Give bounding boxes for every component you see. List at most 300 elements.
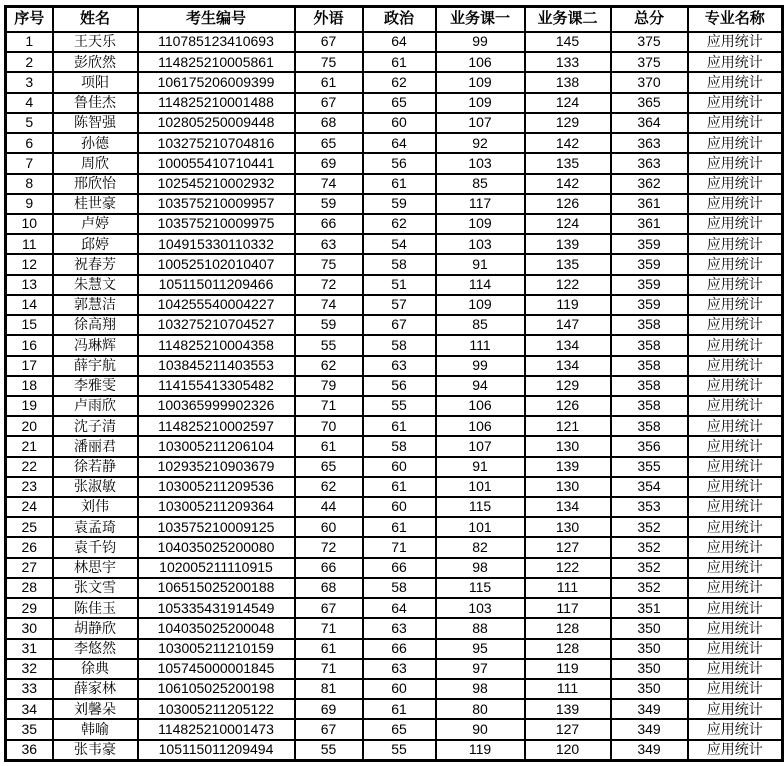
cell-major-name: 应用统计	[688, 376, 783, 396]
cell-total-score: 359	[611, 295, 688, 315]
cell-foreign-language: 65	[295, 457, 363, 477]
cell-name: 卢雨欣	[53, 396, 138, 416]
cell-index: 26	[6, 537, 53, 557]
cell-politics: 61	[363, 174, 436, 194]
cell-name: 潘丽君	[53, 436, 138, 456]
cell-candidate-id: 103275210704816	[138, 133, 295, 153]
scores-table	[4, 5, 784, 762]
cell-candidate-id: 105115011209494	[138, 740, 295, 761]
cell-name: 袁千钧	[53, 537, 138, 557]
cell-candidate-id: 102805250009448	[138, 113, 295, 133]
cell-total-score: 358	[611, 356, 688, 376]
table-row	[6, 436, 783, 456]
cell-name: 祝春芳	[53, 254, 138, 274]
cell-major-course-1: 103	[436, 153, 525, 173]
cell-major-course-2: 124	[525, 214, 611, 234]
cell-politics: 58	[363, 436, 436, 456]
column-header-foreign-language: 外语	[295, 7, 363, 33]
table-row	[6, 416, 783, 436]
cell-major-course-2: 134	[525, 497, 611, 517]
cell-politics: 63	[363, 356, 436, 376]
cell-major-course-2: 147	[525, 315, 611, 335]
cell-foreign-language: 60	[295, 517, 363, 537]
cell-major-name: 应用统计	[688, 537, 783, 557]
table-row	[6, 32, 783, 52]
cell-index: 20	[6, 416, 53, 436]
cell-candidate-id: 110785123410693	[138, 32, 295, 52]
cell-major-name: 应用统计	[688, 740, 783, 761]
cell-foreign-language: 66	[295, 214, 363, 234]
cell-candidate-id: 103275210704527	[138, 315, 295, 335]
cell-politics: 60	[363, 679, 436, 699]
cell-politics: 61	[363, 52, 436, 72]
cell-candidate-id: 103005211205122	[138, 699, 295, 719]
cell-foreign-language: 68	[295, 113, 363, 133]
cell-index: 35	[6, 719, 53, 739]
cell-politics: 65	[363, 93, 436, 113]
cell-major-name: 应用统计	[688, 315, 783, 335]
cell-major-course-2: 124	[525, 93, 611, 113]
cell-major-name: 应用统计	[688, 457, 783, 477]
cell-total-score: 350	[611, 659, 688, 679]
table-row	[6, 275, 783, 295]
cell-candidate-id: 114825210001488	[138, 93, 295, 113]
cell-major-course-2: 120	[525, 740, 611, 761]
cell-foreign-language: 71	[295, 396, 363, 416]
cell-name: 彭欣然	[53, 52, 138, 72]
cell-politics: 64	[363, 133, 436, 153]
cell-total-score: 361	[611, 194, 688, 214]
cell-foreign-language: 75	[295, 254, 363, 274]
table-row	[6, 133, 783, 153]
cell-major-course-1: 109	[436, 72, 525, 92]
cell-foreign-language: 81	[295, 679, 363, 699]
cell-major-course-1: 90	[436, 719, 525, 739]
cell-index: 18	[6, 376, 53, 396]
cell-major-course-2: 135	[525, 254, 611, 274]
cell-total-score: 352	[611, 578, 688, 598]
cell-candidate-id: 114825210002597	[138, 416, 295, 436]
table-row	[6, 93, 783, 113]
cell-name: 刘伟	[53, 497, 138, 517]
cell-name: 张文雪	[53, 578, 138, 598]
column-header-index: 序号	[6, 7, 53, 33]
table-header	[6, 7, 783, 33]
cell-candidate-id: 103575210009957	[138, 194, 295, 214]
cell-index: 21	[6, 436, 53, 456]
column-header-candidate-id: 考生编号	[138, 7, 295, 33]
cell-politics: 64	[363, 32, 436, 52]
cell-name: 孙德	[53, 133, 138, 153]
cell-total-score: 365	[611, 93, 688, 113]
table-body	[6, 32, 783, 761]
cell-major-course-1: 85	[436, 315, 525, 335]
cell-major-name: 应用统计	[688, 153, 783, 173]
table-row	[6, 315, 783, 335]
cell-major-course-2: 127	[525, 537, 611, 557]
cell-index: 15	[6, 315, 53, 335]
cell-foreign-language: 62	[295, 356, 363, 376]
cell-name: 徐若静	[53, 457, 138, 477]
cell-politics: 60	[363, 497, 436, 517]
cell-politics: 56	[363, 153, 436, 173]
table-row	[6, 457, 783, 477]
cell-index: 8	[6, 174, 53, 194]
column-header-name: 姓名	[53, 7, 138, 33]
cell-index: 30	[6, 618, 53, 638]
cell-politics: 57	[363, 295, 436, 315]
column-header-major-name: 专业名称	[688, 7, 783, 33]
cell-name: 项阳	[53, 72, 138, 92]
cell-major-course-2: 142	[525, 174, 611, 194]
cell-major-course-2: 130	[525, 517, 611, 537]
cell-index: 22	[6, 457, 53, 477]
cell-total-score: 359	[611, 254, 688, 274]
cell-major-name: 应用统计	[688, 416, 783, 436]
cell-foreign-language: 74	[295, 295, 363, 315]
cell-major-course-2: 121	[525, 416, 611, 436]
cell-index: 3	[6, 72, 53, 92]
cell-major-name: 应用统计	[688, 356, 783, 376]
cell-foreign-language: 59	[295, 315, 363, 335]
cell-index: 17	[6, 356, 53, 376]
cell-major-course-2: 142	[525, 133, 611, 153]
cell-politics: 61	[363, 699, 436, 719]
cell-total-score: 356	[611, 436, 688, 456]
cell-total-score: 349	[611, 719, 688, 739]
cell-major-course-2: 127	[525, 719, 611, 739]
table-row	[6, 153, 783, 173]
cell-politics: 61	[363, 416, 436, 436]
table-row	[6, 295, 783, 315]
cell-foreign-language: 72	[295, 537, 363, 557]
cell-major-course-2: 119	[525, 295, 611, 315]
cell-foreign-language: 67	[295, 719, 363, 739]
cell-name: 冯琳辉	[53, 335, 138, 355]
cell-major-course-1: 82	[436, 537, 525, 557]
cell-index: 34	[6, 699, 53, 719]
cell-major-course-1: 98	[436, 679, 525, 699]
cell-foreign-language: 62	[295, 477, 363, 497]
cell-major-course-2: 119	[525, 659, 611, 679]
cell-major-name: 应用统计	[688, 477, 783, 497]
cell-politics: 67	[363, 315, 436, 335]
cell-politics: 60	[363, 457, 436, 477]
cell-total-score: 353	[611, 497, 688, 517]
cell-politics: 66	[363, 639, 436, 659]
cell-total-score: 352	[611, 558, 688, 578]
cell-major-course-1: 109	[436, 214, 525, 234]
table-row	[6, 578, 783, 598]
cell-major-course-1: 88	[436, 618, 525, 638]
cell-major-course-2: 111	[525, 679, 611, 699]
cell-major-name: 应用统计	[688, 32, 783, 52]
cell-major-course-1: 97	[436, 659, 525, 679]
cell-total-score: 362	[611, 174, 688, 194]
cell-candidate-id: 103575210009975	[138, 214, 295, 234]
cell-total-score: 358	[611, 315, 688, 335]
cell-foreign-language: 70	[295, 416, 363, 436]
cell-politics: 64	[363, 598, 436, 618]
cell-major-course-1: 103	[436, 598, 525, 618]
cell-major-name: 应用统计	[688, 335, 783, 355]
cell-major-course-2: 126	[525, 194, 611, 214]
cell-index: 24	[6, 497, 53, 517]
cell-index: 4	[6, 93, 53, 113]
cell-candidate-id: 104035025200048	[138, 618, 295, 638]
cell-foreign-language: 63	[295, 234, 363, 254]
cell-foreign-language: 79	[295, 376, 363, 396]
table-row	[6, 234, 783, 254]
cell-name: 王天乐	[53, 32, 138, 52]
cell-major-name: 应用统计	[688, 436, 783, 456]
cell-index: 27	[6, 558, 53, 578]
cell-politics: 58	[363, 578, 436, 598]
cell-total-score: 349	[611, 740, 688, 761]
cell-major-course-1: 106	[436, 52, 525, 72]
cell-name: 桂世豪	[53, 194, 138, 214]
cell-total-score: 361	[611, 214, 688, 234]
cell-index: 33	[6, 679, 53, 699]
cell-foreign-language: 71	[295, 659, 363, 679]
cell-foreign-language: 55	[295, 335, 363, 355]
cell-total-score: 359	[611, 275, 688, 295]
cell-politics: 55	[363, 740, 436, 761]
cell-foreign-language: 61	[295, 72, 363, 92]
cell-major-course-1: 85	[436, 174, 525, 194]
cell-total-score: 352	[611, 517, 688, 537]
cell-major-course-1: 106	[436, 396, 525, 416]
cell-name: 刘馨朵	[53, 699, 138, 719]
cell-major-course-1: 119	[436, 740, 525, 761]
cell-major-course-2: 138	[525, 72, 611, 92]
table-row	[6, 639, 783, 659]
cell-name: 沈子清	[53, 416, 138, 436]
cell-politics: 63	[363, 618, 436, 638]
table-row	[6, 517, 783, 537]
table-row	[6, 659, 783, 679]
cell-major-name: 应用统计	[688, 396, 783, 416]
cell-major-course-1: 94	[436, 376, 525, 396]
cell-total-score: 358	[611, 335, 688, 355]
cell-major-course-1: 107	[436, 436, 525, 456]
cell-foreign-language: 44	[295, 497, 363, 517]
cell-major-name: 应用统计	[688, 558, 783, 578]
cell-total-score: 349	[611, 699, 688, 719]
cell-candidate-id: 114825210005861	[138, 52, 295, 72]
table-row	[6, 537, 783, 557]
cell-candidate-id: 100525102010407	[138, 254, 295, 274]
cell-index: 19	[6, 396, 53, 416]
cell-major-course-1: 98	[436, 558, 525, 578]
cell-foreign-language: 61	[295, 436, 363, 456]
cell-foreign-language: 67	[295, 598, 363, 618]
column-header-major-course-1: 业务课一	[436, 7, 525, 33]
cell-candidate-id: 102935210903679	[138, 457, 295, 477]
cell-major-name: 应用统计	[688, 679, 783, 699]
cell-major-course-2: 130	[525, 477, 611, 497]
cell-foreign-language: 75	[295, 52, 363, 72]
cell-candidate-id: 102545210002932	[138, 174, 295, 194]
cell-name: 邱婷	[53, 234, 138, 254]
cell-name: 张淑敏	[53, 477, 138, 497]
cell-major-course-1: 103	[436, 234, 525, 254]
cell-candidate-id: 104915330110332	[138, 234, 295, 254]
cell-candidate-id: 104255540004227	[138, 295, 295, 315]
cell-politics: 61	[363, 517, 436, 537]
cell-foreign-language: 68	[295, 578, 363, 598]
cell-index: 10	[6, 214, 53, 234]
cell-total-score: 375	[611, 52, 688, 72]
table-row	[6, 376, 783, 396]
cell-total-score: 355	[611, 457, 688, 477]
cell-candidate-id: 106175206009399	[138, 72, 295, 92]
table-row	[6, 214, 783, 234]
cell-major-course-1: 91	[436, 254, 525, 274]
table-row	[6, 174, 783, 194]
cell-major-course-2: 129	[525, 376, 611, 396]
cell-candidate-id: 114825210004358	[138, 335, 295, 355]
cell-name: 陈佳玉	[53, 598, 138, 618]
cell-index: 31	[6, 639, 53, 659]
table-row	[6, 396, 783, 416]
cell-total-score: 358	[611, 416, 688, 436]
cell-major-course-1: 109	[436, 295, 525, 315]
cell-major-course-1: 117	[436, 194, 525, 214]
cell-foreign-language: 69	[295, 153, 363, 173]
column-header-total-score: 总分	[611, 7, 688, 33]
header-row	[6, 7, 783, 33]
cell-major-course-2: 122	[525, 558, 611, 578]
cell-major-name: 应用统计	[688, 578, 783, 598]
table-row	[6, 497, 783, 517]
table-row	[6, 558, 783, 578]
cell-politics: 58	[363, 254, 436, 274]
cell-total-score: 358	[611, 376, 688, 396]
table-row	[6, 618, 783, 638]
cell-name: 韩喻	[53, 719, 138, 739]
cell-politics: 58	[363, 335, 436, 355]
cell-major-name: 应用统计	[688, 295, 783, 315]
cell-candidate-id: 114825210001473	[138, 719, 295, 739]
cell-name: 周欣	[53, 153, 138, 173]
cell-major-course-2: 122	[525, 275, 611, 295]
cell-foreign-language: 61	[295, 639, 363, 659]
table-row	[6, 740, 783, 761]
cell-major-course-1: 111	[436, 335, 525, 355]
cell-major-course-2: 117	[525, 598, 611, 618]
cell-foreign-language: 59	[295, 194, 363, 214]
cell-candidate-id: 103005211209536	[138, 477, 295, 497]
cell-foreign-language: 71	[295, 618, 363, 638]
cell-major-course-2: 135	[525, 153, 611, 173]
cell-name: 张韦豪	[53, 740, 138, 761]
table-row	[6, 52, 783, 72]
cell-major-course-2: 130	[525, 436, 611, 456]
cell-candidate-id: 105115011209466	[138, 275, 295, 295]
cell-politics: 54	[363, 234, 436, 254]
cell-index: 11	[6, 234, 53, 254]
cell-candidate-id: 103005211209364	[138, 497, 295, 517]
cell-index: 14	[6, 295, 53, 315]
cell-total-score: 370	[611, 72, 688, 92]
table-row	[6, 113, 783, 133]
cell-total-score: 354	[611, 477, 688, 497]
cell-candidate-id: 103005211210159	[138, 639, 295, 659]
cell-major-name: 应用统计	[688, 254, 783, 274]
cell-candidate-id: 114155413305482	[138, 376, 295, 396]
cell-total-score: 363	[611, 153, 688, 173]
cell-politics: 55	[363, 396, 436, 416]
cell-candidate-id: 100365999902326	[138, 396, 295, 416]
cell-major-name: 应用统计	[688, 618, 783, 638]
cell-major-course-2: 134	[525, 356, 611, 376]
cell-politics: 60	[363, 113, 436, 133]
cell-politics: 66	[363, 558, 436, 578]
cell-candidate-id: 100055410710441	[138, 153, 295, 173]
cell-index: 12	[6, 254, 53, 274]
table-row	[6, 477, 783, 497]
cell-major-course-1: 92	[436, 133, 525, 153]
cell-candidate-id: 102005211110915	[138, 558, 295, 578]
cell-major-course-1: 106	[436, 416, 525, 436]
cell-major-course-2: 128	[525, 639, 611, 659]
cell-candidate-id: 103575210009125	[138, 517, 295, 537]
cell-politics: 65	[363, 719, 436, 739]
cell-index: 32	[6, 659, 53, 679]
cell-total-score: 350	[611, 618, 688, 638]
cell-major-course-1: 107	[436, 113, 525, 133]
cell-major-course-2: 111	[525, 578, 611, 598]
cell-name: 鲁佳杰	[53, 93, 138, 113]
cell-major-course-2: 139	[525, 234, 611, 254]
cell-major-course-1: 115	[436, 497, 525, 517]
cell-candidate-id: 105335431914549	[138, 598, 295, 618]
cell-major-course-1: 101	[436, 477, 525, 497]
cell-major-course-1: 95	[436, 639, 525, 659]
cell-major-course-1: 109	[436, 93, 525, 113]
cell-major-course-2: 134	[525, 335, 611, 355]
cell-politics: 62	[363, 72, 436, 92]
cell-index: 29	[6, 598, 53, 618]
cell-major-course-2: 129	[525, 113, 611, 133]
table-row	[6, 356, 783, 376]
cell-index: 2	[6, 52, 53, 72]
cell-index: 1	[6, 32, 53, 52]
cell-name: 李雅雯	[53, 376, 138, 396]
cell-foreign-language: 74	[295, 174, 363, 194]
cell-total-score: 364	[611, 113, 688, 133]
cell-candidate-id: 103005211206104	[138, 436, 295, 456]
cell-total-score: 375	[611, 32, 688, 52]
cell-major-name: 应用统计	[688, 194, 783, 214]
cell-total-score: 352	[611, 537, 688, 557]
cell-major-name: 应用统计	[688, 719, 783, 739]
cell-index: 16	[6, 335, 53, 355]
cell-name: 郭慧洁	[53, 295, 138, 315]
cell-foreign-language: 72	[295, 275, 363, 295]
cell-total-score: 363	[611, 133, 688, 153]
table-row	[6, 335, 783, 355]
table-row	[6, 679, 783, 699]
cell-name: 林思宇	[53, 558, 138, 578]
cell-name: 陈智强	[53, 113, 138, 133]
cell-major-name: 应用统计	[688, 72, 783, 92]
cell-foreign-language: 66	[295, 558, 363, 578]
cell-index: 13	[6, 275, 53, 295]
cell-major-name: 应用统计	[688, 517, 783, 537]
cell-major-name: 应用统计	[688, 639, 783, 659]
